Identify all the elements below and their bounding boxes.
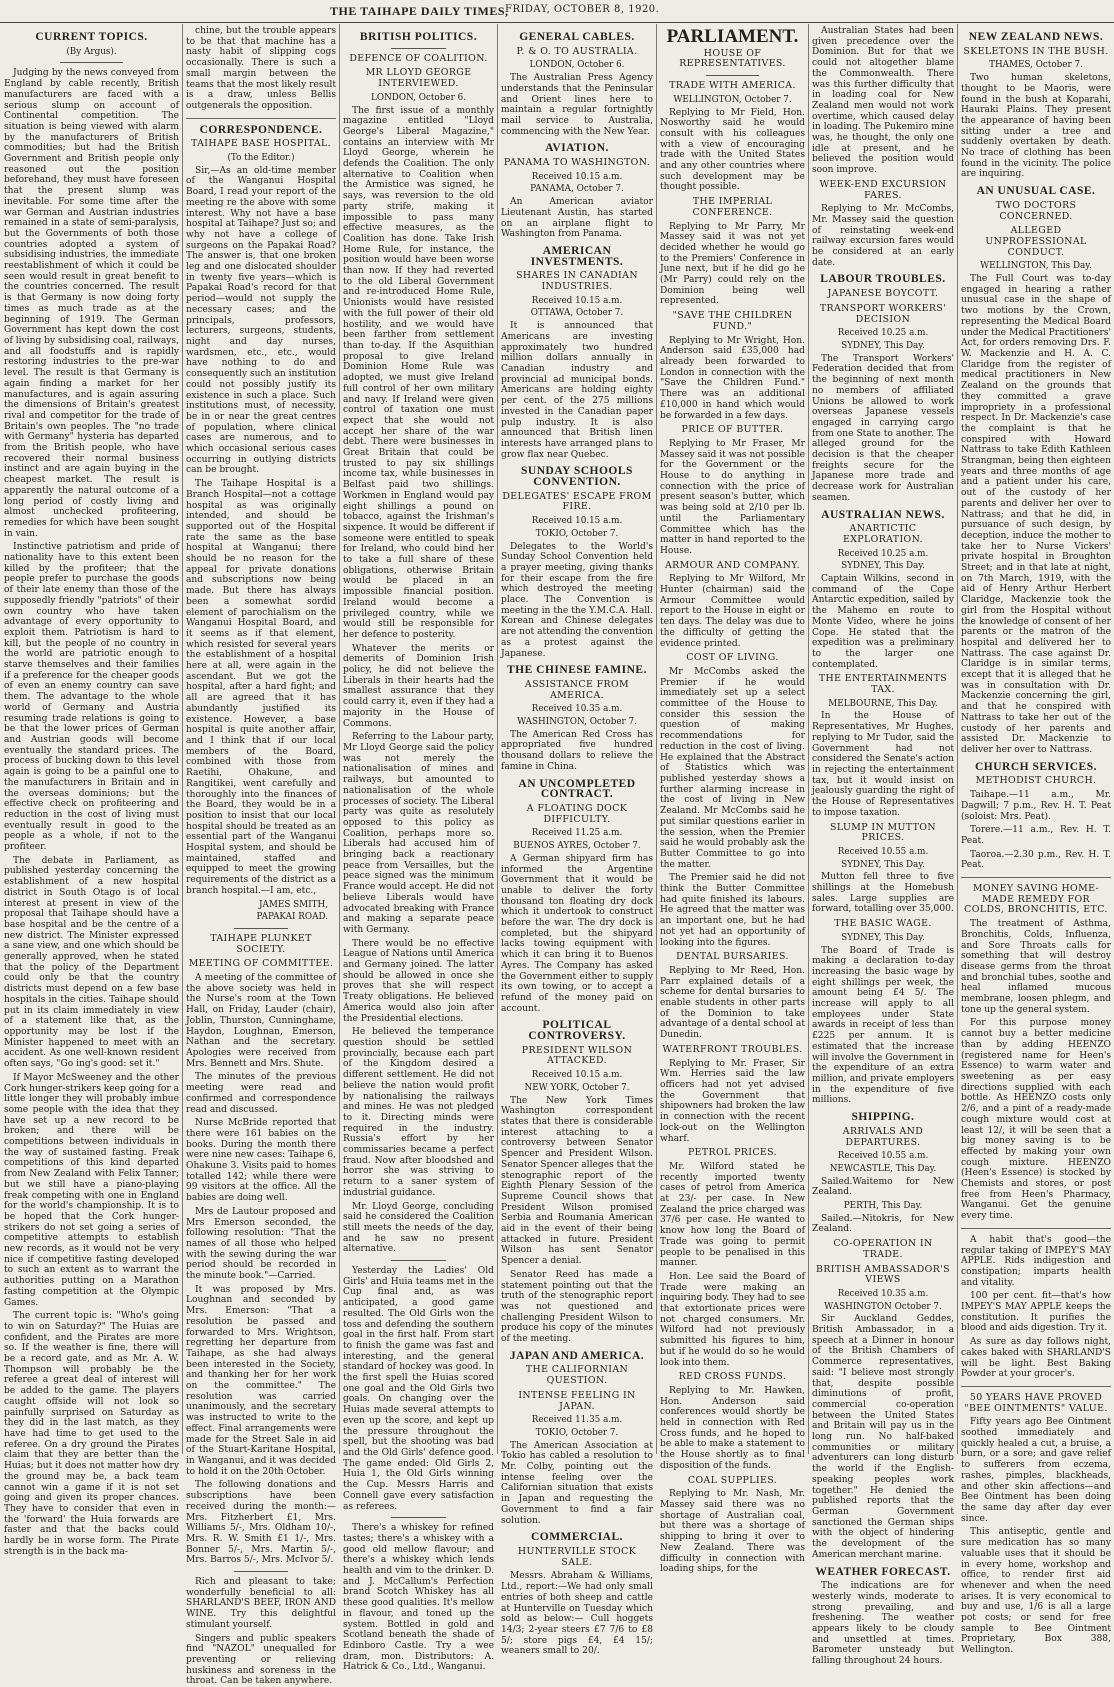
column-british-politics — [343, 26, 494, 1673]
paragraph: The Transport Workers' Federation decided that from the beginning of next month no members of affiliated Unions be allowed to work overseas Japanese vessels engaged in carrying cargo from one State to another. The alleged ground for the decision is that the cheaper freights secure for the Japanese more trade and decrease work for Australian seamen. — [812, 353, 954, 503]
received-time: Received 10.15 a.m. — [531, 516, 623, 527]
paragraph: Replying to Mr Reed, Hon. Parr explained details of a scheme for dental bursaries to enable students in other parts of the Dominion to take advantage of a dental school at Dunedin. — [660, 965, 805, 1041]
subheading: TRADE WITH AMERICA. — [669, 80, 796, 92]
paragraph: The Board of Trade is making a declaration to-day increasing the basic wage by eight shillings per week, the amount being £4 5/. The increase will apply to all employees under State awards in receipt of less than £225 per annum. It is estimated that the increase will involve the Government in the expenditure of an extra million, and private employers in the expenditure of five millions. — [812, 945, 954, 1106]
dateline: SYDNEY, This Day. — [841, 561, 925, 572]
subheading: HOUSE OF REPRESENTATIVES. — [679, 47, 786, 70]
paragraph: Hon. Lee said the Board of Trade were making an inquiring body. They had to see that extortionate prices were not charged consumers. Mr. Wilford had not previously submitted his figures to him, but if he would do so he would look into them. — [660, 1271, 805, 1368]
signature-name: JAMES SMITH, — [259, 899, 328, 910]
paragraph: Taoroa.—2.30 p.m., Rev. H. T. Peat. — [961, 849, 1111, 871]
subheading: RED CROSS FUNDS. — [678, 1371, 787, 1383]
paragraph: He believed the temperance question should be settled provincially, because each part of the Kingdom desired a different settlement. He did not believe the nation would profit by nationalising the railways and mines. He was not pledged to it. Directing minds were required in the industry. Russia's effort by her commissaries became a perfect fraud. Now after bloodshed and horror she was striving to return to a saner system of industrial guidance. — [343, 1027, 494, 1198]
subheading: SHARES IN CANADIAN INDUSTRIES. — [516, 270, 638, 293]
subheading: MEETING OF COMMITTEE. — [188, 958, 334, 970]
paragraph: An American aviator Lieutenant Austin, has started on an airplane flight to Washington from Panama. — [501, 197, 653, 240]
paragraph: Senator Reed has made a statement pointing out that the truth of the stenographic report was not questioned and challenging President Wilson to produce his copy of the minutes of the meeting. — [501, 1269, 653, 1345]
advertisement: 100 per cent. fit—that's how IMPEY'S MAY APPLE keeps the constitution. It purifies the blood and aids digestion. Try it. — [961, 1291, 1111, 1334]
masthead-title: THE TAIHAPE DAILY TIMES, — [330, 4, 509, 18]
signature-place: PAPAKAI ROAD. — [256, 912, 328, 923]
divider — [234, 928, 288, 929]
paragraph: The debate in Parliament, as published yesterday concerning the establishment of a new hospital district in South Otago is of local interest at present in view of the proposal that Taihape should have a base hospital and be the centre of a new district. The Minister expressed a sane view, and one which should be generally approved, when he stated that the policy of the Department could only be that the country districts must depend on a few base hospitals in the cities. Taihape should put in its claim immediately in view of a statement like that, as the opportunity may be lost if the Minister happened to meet with an accident. As one well-known resident often says, "Go ing's good: set it." — [4, 855, 179, 1070]
column-rule — [339, 24, 340, 1454]
subheading: TAIHAPE BASE HOSPITAL. — [190, 138, 331, 150]
section-heading: PARLIAMENT. — [666, 26, 799, 47]
subheading: METHODIST CHURCH. — [975, 775, 1097, 787]
subheading: TRANSPORT WORKERS' DECISION — [819, 302, 947, 325]
paragraph: A German shipyard firm has informed the Argentine Government that it would be unable to deliver the forty thousand ton floating dry dock which it undertook to construct before the war. The dry dock is completed, but the shipyard lacks towing equipment with which it can bring it to Buenos Ayres. The Company has asked the Government either to supply its own towing, or to accept a refund of the money paid on account. — [501, 853, 653, 1014]
byline: (By Argus). — [66, 46, 117, 57]
column-australian-news — [812, 26, 954, 1667]
advertisement: The treatment of Asthma, Bronchitis, Colds, Influenza, and Sore Throats calls for something that will destroy disease germs from the throat and bronchial tubes, soothe and heal inflamed mucous membrane, loosen phlegm, and tone up the general system. — [961, 919, 1111, 1015]
paragraph: Replying to Mr. Fraser, Sir Wm. Herries said the law officers had not yet advised the Government that shipowners had broken the law in connection with the recent lock-out on the Wellington wharf. — [660, 1058, 805, 1144]
paragraph: Replying to Mr Field, Hon. Nosworthy said he would consult with his colleagues with a view of encouraging trade with the United States and any other countries where such development may be thought possible. — [660, 107, 805, 193]
subheading: MR LLOYD GEORGE INTERVIEWED. — [365, 67, 472, 90]
dateline: SYDNEY, This Day. — [841, 340, 925, 351]
section-heading: LABOUR TROUBLES. — [820, 273, 946, 286]
paragraph: Replying to Mr Wright, Hon. Anderson said £35,000 had already been forwarded to London in connection with the "Save the Children Fund." There was an additional £10,000 in hand which would be forwarded in a few days. — [660, 335, 805, 421]
section-heading: AN UNUSUAL CASE. — [976, 185, 1096, 198]
paragraph: Delegates to the World's Sunday School Convention held a prayer meeting, giving thanks for their escape from the fire which destroyed the meeting place. The Convention is meeting in the the Y.M.C.A. Hall. Korean and Chinese delegates are not attending the convention as a protest against the Japanese. — [501, 541, 653, 659]
masthead — [0, 0, 1114, 23]
column-correspondence — [186, 26, 336, 1687]
received-time: Received 11.25 a.m. — [531, 828, 623, 839]
subheading: "SAVE THE CHILDREN FUND." — [672, 310, 793, 332]
paragraph: Replying to Mr. Nash, Mr. Massey said there was no shortage of Australian coal, but there was a shortage of shipping to bring it over to New Zealand. There was difficulty in connection with loading ships, for the — [660, 1489, 805, 1575]
divider — [234, 1571, 288, 1572]
subheading: A FLOATING DOCK DIFFICULTY. — [526, 803, 628, 825]
paragraph: Sailed.Waitemo for New Zealand. — [812, 1176, 954, 1198]
subheading: ASSISTANCE FROM AMERICA. — [524, 678, 630, 701]
paragraph: Mutton fell three to five shillings at the Homebush sales. Large supplies are forward, totalling over 35,000. — [812, 872, 954, 915]
subheading: DEFENCE OF COALITION. — [349, 52, 488, 64]
column-rule — [957, 24, 958, 1454]
divider — [961, 1228, 1111, 1229]
received-time: Received 10.35 a.m. — [531, 704, 623, 715]
subheading: THE BASIC WAGE. — [834, 918, 932, 930]
divider — [391, 1260, 445, 1261]
column-parliament — [660, 26, 805, 1575]
paragraph: Mr McCombs asked the Premier if he would immediately set up a select committee of the House to consider this session the question of making recommendations for reduction in the cost of living. He explained that the Abstract of Statistics which was published yesterday shows a further alarming increase in the cost of living in New Zealand. Mr McCombs said he put similar questions earlier in the session, when the Premier said he would probably ask the Butter Committee to go into the matter. — [660, 666, 805, 870]
paragraph: Sailed.—Nitokris, for New Zealand. — [812, 1213, 954, 1235]
advertisement: As sure as day follows night, cakes baked with SHARLAND'S will be light. Best Baking Powder at your grocer's. — [961, 1337, 1111, 1380]
received-time: Received 10.35 a.m. — [837, 1288, 929, 1299]
paragraph: Nurse McBride reported that there were 161 babies on the books. During the month there were nine new cases: Taihape 6, Ohakune 3. Visits paid to homes totalled 142; while there were 99 visitors at the office. All the babies are doing well. — [186, 1118, 336, 1204]
advertisement: For this purpose money cannot buy a better medicine than by adding HEENZO (registered name for Heen's Essence) to warm water and sweetening as per easy directions supplied with each bottle. As HEENZO costs only 2/6, and a pint of a ready-made cough mixture would cost at least 12/, it will be seen that a big money saving is to be effected by making your own cough mixture. HEENZO (Heen's Essence) is stocked by Chemists and stores, or post free from Heen's Pharmacy, Wanganui. Get the genuine every time. — [961, 1018, 1111, 1222]
paragraph: Torere.—11 a.m., Rev. H. T. Peat. — [961, 825, 1111, 846]
paragraph: It was proposed by Mrs. Loughnan and seconded by Mrs. Emerson: "That a resolution be passed and forwarded to Mrs. Wrightson, regretting her departure from Taihape, as she had always been interested in the Society, and thanking her for her work on the committee." The resolution was carried unanimously, and the secretary was instructed to write to the effect. Final arrangements were made for the Street Sale in aid of the Stuart-Karitane Hospital, in Wanganui, and it was decided to hold it on the 20th October. — [186, 1284, 336, 1477]
subheading: MONEY SAVING HOME-MADE REMEDY FOR COLDS, BRONCHITIS, ETC. — [964, 883, 1108, 916]
paragraph: Instinctive patriotism and pride of nationality have to this extent been killed by the profiteer; that the people prefer to purchase the goods of their late enemy than those of the supposedly friendly "patriots" of their own country who have taken advantage of every opportunity to exploit them. Patriotism is hard to kill, but the people of no country in the world are patriotic enough to starve themselves and their families if a preference for the cheaper goods of even an enemy country can save them. The advantage to the whole world of Germany and Austria resuming trade relations is going to be that the lower prices of German and Austrian goods will become eventually the standard prices. The process of bucking down to this level again is going to be a painful one to the manufacturers in Britain and in the overseas dominions; but the effective check on profiteering and reduction in the cost of living must eventually result in good to the people as a whole, if not to the profiteer. — [4, 542, 179, 853]
subheading: BRITISH AMBASSADOR'S VIEWS — [816, 1263, 950, 1286]
subheading: THE IMPERIAL CONFERENCE. — [692, 196, 773, 218]
paragraph: Referring to the Labour party, Mr Lloyd George said the policy was not merely the nationalisation of mines and railways, but amounted to nationalisation of the whole processes of society. The Liberal party was quite as resolutely opposed to this policy as Coalition, perhaps more so. Liberals had accused him of bringing back a reactionary peace from Versailles, but the peace signed was the minimum France would accept. He did not believe Liberals would have advocated breaking with France and making a separate peace with Germany. — [343, 732, 494, 935]
subheading: ARMOUR AND COMPANY. — [665, 559, 800, 571]
paragraph: Yesterday the Ladies' Old Girls' and Huia teams met in the Cup final and, as was anticipated, a good game resulted. The Old Girls won the toss and defending the southern goal in the first half. From start to finish the game was fast and interesting, and the general standard of hockey was good. In the first spell the Huias scored one goal and the Old Girls two goals. On changing over the Huias made several attempts to even up the score, and kept up the pressure throughout the spell, but the shooting was bad and the Old Girls' defence good. The game ended: Old Girls 2, Huia 1, the Old Girls winning the Cup. Messrs Harris and Connell gave every satisfaction as referees. — [343, 1266, 494, 1512]
advertisement: Singers and public speakers find "NAZOL" unequalled for preventing or relieving huskiness and soreness in the throat. Can be taken anywhere. — [186, 1633, 336, 1687]
section-heading: THE CHINESE FAMINE. — [507, 664, 647, 677]
paragraph: Mrs de Lautour proposed and Mrs Emerson seconded, the following resolution: "That the names of all those who helped with the sewing during the war period should be recorded in the minute book."—Carried. — [186, 1206, 336, 1282]
paragraph: Replying to Mr. Hawken, Hon. Anderson said conferences would shortly be held in connection with Red Cross funds, and he hoped to be able to make a statement to the House shortly as to final disposition of the funds. — [660, 1385, 805, 1471]
advertisement: There's a whiskey for refined tastes; there's a whiskey with a good old mellow flavour; and there's a whiskey which lends health and vim to the drinker. D. and J. McCallum's Perfection brand Scotch Whiskey has all these good qualities. It's mellow in flavour, and toned up the system. Bottled in gold and Scotland beneath the shade of Edinboro Castle. Try a wee dram, mon. Distributors: A. Hatrick & Co., Ltd., Wanganui. — [343, 1523, 494, 1673]
paragraph: It is announced that Americans are investing approximately two hundred million dollars annually in Canadian industry and provincial ad municipal bonds. Americans are holding eighty per cent. of the 275 millions invested in the Canadian paper pulp industry. It is also announced that British linen interests have arranged plans to grow flax near Quebec. — [501, 321, 653, 460]
paragraph: Replying to Mr Parry, Mr Massey said it was not yet decided whether he would go to the Premiers' Conference in June next, but if he did go he (Mr Parry) could rely on the Dominion being well represented. — [660, 221, 805, 307]
divider — [391, 1517, 445, 1518]
paragraph: The current topic is: "Who's going to win on Saturday?" The Huias are confident, and the Pirates are more so. If the weather is fine, there will be a record gate, and as Mr. A. W. Thompson will probably be the referee a great deal of interest will be added to the game. The players caught offside will not look so painfully surprised on Saturday as they did in the last match, as they have had time to get used to the referee. On a dry ground the Pirates claim that they are better than the Huias; but it does not matter how dry the ground may be, a back team cannot win a game if it is not set going and given its proper chances. They have to consider that even in the 'forward' the Huia forwards are faster and that the backs could hardly be in worse form. The Pirate strength is in the back ma- — [4, 1311, 179, 1557]
divider — [961, 1386, 1111, 1387]
section-heading: BRITISH POLITICS. — [359, 31, 478, 43]
paragraph: Replying to Mr Fraser, Mr Massey said it was not possible for the Government or the House to do anything in connection with the price of present season's butter, which was being sold at 2/10 per lb. until the Parliamentary Committee which has the matter in hand reported to the House. — [660, 438, 805, 556]
column-new-zealand-news — [961, 26, 1112, 1656]
subheading: TAIHAPE PLUNKET SOCIETY. — [210, 932, 312, 955]
dateline: TOKIO, October 7. — [535, 1427, 619, 1438]
salutation: (To the Editor.) — [227, 153, 295, 164]
paragraph: Two human skeletons, thought to be Maoris, were found in the bush at Koparahi, Hauraki Plains. They present the appearance of having been sitting under a tree and suddenly overtaken by death. No trace of clothing has been found in the vicinity. The police are inquiring. — [961, 73, 1111, 180]
paragraph: Mr. Wilford stated he recently imported twenty cases of petrol from America at 23/- per case. In New Zealand the price charged was 37/6 per case. He wanted to know how long the Board of Trade was going to permit people to be penalised in this manner. — [660, 1161, 805, 1269]
subheading: SLUMP IN MUTTON PRICES. — [830, 821, 936, 844]
paragraph: Whatever the merits or demerits of Dominion Irish policy, he did not believe the Liberals in their hearts had the smallest assurance that they could carry it, even if they had a majority in the House of Commons. — [343, 643, 494, 729]
dateline: NEWCASTLE, This Day. — [829, 1163, 937, 1174]
section-heading: NEW ZEALAND NEWS. — [968, 31, 1104, 43]
paragraph: The Full Court was to-day engaged in hearing a rather unusual case in the shape of two motions by the Crown, representing the Medical Board under the Medical Practitioners' Act, for orders removing Drs. F. W. Mackenzie and H. A. C. Claridge from the register of medical practitioners in New Zealand on the grounds that they committed a grave impropriety in a professional respect. In Dr. Mackenzie's case the complaint is that he conspired with Howard Nattrass to take Edith Kathleen Strangman, being then eighteen years and three months of age and a patient under his care, out of the custody of her parents and deliver her over to Nattrass; and that he did, in pursuance of such design, by deception, induce the mother to take her to Nurse Vickers' private hospital in Broughton Street; and in that late at night, on 7th March, 1919, with the aid of Henry Arthur Herbert Claridge, Mackenzie took the girl from the Hospital without the knowledge of consent of her parents or the matron of the hospital and delivered her to Nattrass. The case against Dr. Claridge is in similar terms, except that it is alleged that he was in consultation with Dr. Mackenzie concerning the girl, and that he conspired with Nattrass to take her out of the custody of her parents and assisted Dr. Mackenzie to deliver her over to Nattrass. — [961, 274, 1112, 755]
received-time: Received 11.35 a.m. — [531, 1415, 623, 1426]
dateline: MELBOURNE, This Day. — [828, 698, 938, 709]
advertisement: This antiseptic, gentle and sure medication has so many valuable uses that it should be in every home, workshop and office, to render first aid whenever and when the need arises. It is very economical to buy and use, 1/6 is all a large pot costs; or send for free sample to Bee Ointment Proprietary, Box 388, Wellington. — [961, 1527, 1111, 1656]
paragraph: If Mayor McSweeney and the other Cork hunger-strikers keep going for a little longer they will probably imbue some people with the idea that they have set up a new record to be broken; and there will be competitions between individuals in the way of sustained fasting. Freak competitions of this kind departed from New Zealand with Felix Tanner; but we still have a piano-playing freak competing with one in England for the world's championship. It is to be hoped that the Cork hunger-strikers do not set going a series of competitive attempts to establish new records, as it would not be very nice if competitive fasting developed to such an extent as to warrant the authorities putting on a Marathon fasting competition at the Olympic Games. — [4, 1072, 180, 1308]
dateline: SYDNEY, This Day. — [841, 859, 925, 870]
section-heading: AVIATION. — [545, 142, 609, 155]
subheading: THE ENTERTAINMENTS TAX. — [818, 673, 948, 696]
dateline: PANAMA, October 7. — [530, 184, 624, 195]
subheading: ANARTICTIC EXPLORATION. — [842, 523, 924, 545]
dateline: LONDON, October 6. — [529, 60, 625, 71]
paragraph: Sir Auckland Geddes, British Ambassador, in a speech at a Dinner in honour of the British Chambers of Commerce representatives, said: "I believe most strongly that, despite possible diminutions of profit, commercial co-operation between the United States and Britain will pay us in the long run. No half-baked communities or military adventurers can long disturb the world if the English-speaking peoples work together." He denied the published reports that the German Government sanctioned the German ships with the object of hindering the development of the American merchant marine. — [812, 1314, 954, 1560]
divider — [961, 877, 1111, 878]
subheading: COST OF LIVING. — [686, 652, 779, 664]
dateline: PERTH, This Day. — [843, 1201, 923, 1212]
received-time: Received 10.55 a.m. — [837, 1151, 929, 1162]
subheading: DENTAL BURSARIES. — [676, 951, 789, 963]
section-heading: SUNDAY SCHOOLS CONVENTION. — [521, 465, 633, 489]
column-rule — [497, 24, 498, 1454]
section-heading: SHIPPING. — [851, 1111, 915, 1124]
column-current-topics — [4, 26, 180, 1557]
paragraph: The first issue of a monthly magazine entitled "Lloyd George's Liberal Magazine," contains an interview with Mr Lloyd George, wherein he defends the Coalition. The only alternative to Coalition when the Armistice was signed, he says, was reversion to the old party strife, making it impossible to pass many effective measures, as the Coalition has done. Take Irish Home Rule, for instance, the position would have been worse than now. If they had reverted to the old Liberal Government and re-introduced Home Rule, Unionists would have resisted with the full power of their old hostility, and we would have been farther from settlement than to-day. If the Asquithian proposal to give Ireland Dominion Home Rule was adopted, we must give Ireland full control of her own military and navy. If Ireland were given control of taxation one must expect that she would not accept her share of the war debt. There were businesses in Great Britain that could be trusted to pay six shillings income tax, while businesses in Belfast paid two shillings. Workmen in England would pay eight shillings a pound on tobacco, against the Irishman's sixpence. It would be different if someone were entitled to speak for Ireland, who could bind her to take a full share of these obligations, otherwise Britain would be placed in an impossible financial position. Ireland would become a privileged country, while we would still be responsible for her defence to posterity. — [343, 105, 494, 640]
dateline: WASHINGTON, October 7. — [517, 717, 637, 728]
section-heading: COMMERCIAL. — [530, 1531, 624, 1544]
subheading: ARRIVALS AND DEPARTURES. — [842, 1125, 924, 1148]
subheading: SKELETONS IN THE BUSH. — [963, 45, 1109, 57]
subheading: ALLEGED UNPROFESSIONAL CONDUCT. — [985, 225, 1087, 258]
paragraph: Mr. Lloyd George, concluding said he considered the Coalition still meets the needs of the day, and he saw no present alternative. — [343, 1201, 494, 1255]
subheading: WEEK-END EXCURSION FARES. — [819, 178, 947, 201]
paragraph: Australian States had been given precedence over the Dominion. But for that we could not altogether blame the Commonwealth. There was this further difficulty that in loading coal for New Zealand men would not work overtime, which caused delay in loading. The Pukemiro mine was, he thought, the only one idle at present, and he believed the position would soon improve. — [812, 26, 954, 176]
subheading: TWO DOCTORS CONCERNED. — [995, 199, 1077, 222]
dateline: THAMES, October 7. — [989, 60, 1083, 71]
section-heading: GENERAL CABLES. — [519, 31, 635, 43]
subheading: PRESIDENT WILSON ATTACKED. — [521, 1044, 633, 1067]
masthead-date: FRIDAY, OCTOBER 8, 1920. — [505, 4, 660, 15]
paragraph: In the House of Representatives, Mr Hughes, replying to Mr Tudor, said the Government had not considered the Senate's action in rejecting the entertainment tax, but it would insist on jealously guarding the right of the House of Representatives to impose taxation. — [812, 711, 954, 818]
section-heading: AUSTRALIAN NEWS. — [821, 508, 945, 521]
received-time: Received 10.25 a.m. — [837, 328, 929, 339]
paragraph: The American Red Cross has appropriated five hundred thousand dollars to relieve the famine in China. — [501, 729, 653, 772]
paragraph: Sir,—As an old-time member of the Wanganui Hospital Board, I read your report of the meeting re the above with some interest. Why not have a base hospital at Taihape? Just so; and why not have a college of surgeons on the Papakai Road? The answer is, that one broken leg and one dislocated shoulder in twenty five years—which is Papakai Road's record for that period—would not supply the necessary cases; and the principals, professors, lecturers, surgeons, students, night and day nurses, wardsmen, etc., etc., would have nothing to do and consequently such an institution could not possibly justify its existence in such a place. Such institutions must, of necessity, be in or near the great centres of population, where clinical cases are numerous, and to which occasional serious cases occurring in outlying districts can be brought. — [186, 165, 336, 476]
dateline: TOKIO, October 7. — [535, 528, 619, 539]
column-rule — [656, 24, 657, 1454]
subheading: CO-OPERATION IN TRADE. — [833, 1238, 933, 1260]
paragraph: The indications are for westerly winds, moderate to strong prevailing, and freshening. The weather appears likely to be cloudy and unsettled at times. Barometer unsteady but falling throughout 24 hours. — [812, 1581, 954, 1667]
dateline: LONDON, October 6. — [371, 92, 466, 103]
dateline: NEW YORK, October 7. — [524, 1082, 630, 1093]
subheading: INTENSE FEELING IN JAPAN. — [518, 1389, 636, 1412]
paragraph: Judging by the news conveyed from England by cable recently, British manufacturers are faced with a serious slump on account of Continental competition. The situation is being viewed with alarm by the manufacturers of British commodities; but had the British Government and British people only reasoned out the position beforehand, they must have foreseen that the present slump was inevitable. For some time after the war German and Austrian industries remained in a state of semi-paralysis, but the Governments of both those countries adopted a system of subsidising industries, the immediate reestablishment of which it could be seen would result in great benefit to the countries concerned. The result is that Germany is now doing forty times as much trade as at the beginning of 1919. The German Government has kept down the cost of living by subsidising coal, railways, and all foodstuffs and is rapidly restoring industries to the pre-war level. The result is that Germany is again finding a market for her manufactures, and is again assuring the dimensions of Britain's greatest rival and competitor for the trade of Britain's own peoples. The "no trade with Germany" hysteria has departed from the British people, who have recovered their normal business instinct and are again buying in the cheapest market. The result is apparently the natural outcome of a long period of costly living and almost unchecked profiteering, remedies for which have been sought in vain. — [4, 68, 179, 539]
advertisement: A habit that's good—the regular taking of IMPEY'S MAY APPLE. Rids indigestion and constipation; imparts health and vitality. — [961, 1234, 1111, 1288]
section-heading: AMERICAN INVESTMENTS. — [530, 244, 624, 268]
divider — [706, 75, 758, 76]
advertisement: Fifty years ago Bee Ointment soothed immediately and quickly healed a cut, a bruise, a burn, or a sore; and gave relief to sufferers from eczema, rashes, pimples, blackheads, and other skin affections—and Bee Ointment has been doing the same day after day ever since. — [961, 1417, 1111, 1524]
paragraph: The following donations and subscriptions have been received during the month:—Mrs. Fitzherbert £1, Mrs. Williams 5/-, Mrs. Oldham 10/-, Mrs. R. W. Smith £1 1/-, Mrs. Bonner 5/-, Mrs. Martin 5/-, Mrs. Barros 5/-, Mrs. McIvor 5/. — [186, 1480, 336, 1566]
paragraph: The minutes of the previous meeting were read and confirmed and correspondence read and discussed. — [186, 1072, 336, 1115]
column-general-cables — [501, 26, 654, 1657]
paragraph: The Taihape Hospital is a Branch Hospital—not a cottage hospital as was originally intended, and should be supported out of the Hospital rate the same as the base hospital at Wanganui; there should be no reason for the appeal for private donations and subscriptions now being made. But there has always been a somewhat sordid element of parochialism on the Wanganui Hospital Board, and it seems as if that element, which resisted for several years the establishment of a hospital here at all, were again in the ascendant. But we got the hospital, after a hard fight; and all are agreed that it has abundantly justified its existence. However, a base hospital is quite another affair, and I think that if our local members of the Board, combined with those from Raetihi, Ohakune, and Rangitikei, went carefully and thoroughly into the finances of the Board, they would be in a position to insist that our local hospital should be treated as an essential part of the Wanganui Hospital system, and should be maintained, staffed and equipped to meet the growing requirements of the district as a branch hospital.—I am, etc., — [186, 479, 336, 896]
subheading: DELEGATES' ESCAPE FROM FIRE. — [502, 490, 652, 513]
subheading: THE CALIFORNIAN QUESTION. — [525, 1364, 629, 1387]
paragraph: A meeting of the committee of the above society was held in the Nurse's room at the Town Hall, on Friday, Lauder (chair), Joblin, Thurston, Cunninghame, Haydon, Loughnan, Emerson, Nathan and the secretary. Apologies were received from Mrs. Bennett and Mrs. Shute. — [186, 973, 336, 1069]
section-heading: CHURCH SERVICES. — [975, 760, 1097, 773]
paragraph: The Premier said he did not think the Butter Committee had quite finished its labours. He agreed that the matter was an important one, but he had not yet had an opportunity of looking into the figures. — [660, 873, 805, 948]
divider — [60, 62, 123, 63]
subheading: JAPANESE BOYCOTT. — [827, 288, 939, 300]
subheading: 50 YEARS HAVE PROVED "BEE OINTMENTS" VALUE. — [964, 1391, 1108, 1414]
section-heading: JAPAN AND AMERICA. — [509, 1349, 645, 1362]
divider — [391, 48, 445, 49]
section-heading: CURRENT TOPICS. — [35, 31, 148, 43]
section-heading: WEATHER FORECAST. — [815, 1565, 951, 1578]
subheading: PANAMA TO WASHINGTON. — [503, 157, 651, 169]
paragraph: Replying to Mr Wilford, Mr Hunter (chairman) said the Armour Committee would report to the House in eight or ten days. The delay was due to the difficulty of getting the evidence printed. — [660, 574, 805, 649]
received-time: Received 10.15 a.m. — [531, 171, 623, 182]
section-heading: AN UNCOMPLETED CONTRACT. — [518, 777, 636, 801]
advertisement: Rich and pleasant to take; wonderfully beneficial to all: SHARLAND'S BEEF, IRON AND WINE. Try this delightful stimulant yourself. — [186, 1577, 336, 1630]
paragraph: The New York Times Washington correspondent states that there is considerable interest attaching to a controversy between Senator Spencer and President Wilson. Senator Spencer alleges that the stenographic report of the Eighth Plenary Session of the Supreme Council shows that President Wilson promised Serbia and Roumania American aid in the event of their being attacked in future. President Wilson has sent Senator Spencer a denial. — [501, 1095, 654, 1267]
paragraph: The Australian Press Agency understands that the Peninsular and Orient lines here to maintain a regular fortnightly mail service to Australia, commencing with the New Year. — [501, 73, 653, 137]
subheading: HUNTERVILLE STOCK SALE. — [517, 1546, 637, 1568]
dateline: WELLINGTON, This Day. — [980, 261, 1092, 272]
paragraph: There would be no effective League of Nations until America and Germany joined. The latter should be allowed in once she proves that she will respect Treaty obligations. He believed America would also join after the Presidential elections. — [343, 938, 494, 1024]
dateline: BUENOS AYRES, October 7. — [513, 841, 641, 852]
dateline: SYDNEY, This Day. — [841, 932, 925, 943]
subheading: PETROL PRICES. — [687, 1147, 778, 1159]
paragraph: Messrs. Abraham & Williams, Ltd., report:—We had only small entries of both sheep and cattle at Hunterville on Tuesday which sold as below:— Cull hoggets 14/3; 2-year steers £7 7/6 to £8 5/; store pigs £4, £4 15/; weaners small to 20/. — [501, 1571, 653, 1657]
section-heading: POLITICAL CONTROVERSY. — [528, 1019, 626, 1043]
received-time: Received 10.15 a.m. — [531, 1070, 623, 1081]
paragraph: Taihape.—11 a.m., Mr. Dagwill; 7 p.m., Rev. H. T. Peat (soloist: Mrs. Peat). — [961, 790, 1111, 822]
section-heading: CORRESPONDENCE. — [199, 123, 323, 136]
dateline: OTTAWA, October 7. — [530, 308, 624, 319]
subheading: PRICE OF BUTTER. — [681, 424, 784, 436]
dateline: WELLINGTON, October 7. — [673, 94, 792, 105]
subheading: P. & O. TO AUSTRALIA. — [516, 45, 638, 57]
received-time: Received 10.55 a.m. — [837, 846, 929, 857]
received-time: Received 10.25 a.m. — [837, 548, 929, 559]
subheading: COAL SUPPLIES. — [687, 1474, 778, 1486]
subheading: WATERFRONT TROUBLES. — [662, 1043, 803, 1055]
column-rule — [182, 24, 183, 1454]
paragraph: Captain Wilkins, second in command of the Cope Antarctic expedition, sailed by the Mahemo en route to Monte Video, where he joins Cope. He stated that the expedition was a preliminary to the larger one contemplated. — [812, 574, 954, 670]
paragraph: chine, but the trouble appears to be that that machine has a nasty habit of slipping cogs occasionally. There is such a small margin between the teams that the most likely result is a draw, unless Bellis outgenerals the opposition. — [186, 26, 336, 111]
column-rule — [808, 24, 809, 1454]
dateline: WASHINGTON October 7. — [824, 1301, 942, 1312]
paragraph: Replying to Mr. McCombs, Mr. Massey said the question of reinstating week-end railway excursion fares would be considered at an early date. — [812, 204, 954, 268]
paragraph: The American Association at Tokio has cabled a resolution to Mr. Colby, pointing out the intense feeling over the Californian situation that exists in Japan and requesting the Government to find a fair solution. — [501, 1440, 653, 1526]
divider — [186, 118, 336, 119]
received-time: Received 10.15 a.m. — [531, 295, 623, 306]
